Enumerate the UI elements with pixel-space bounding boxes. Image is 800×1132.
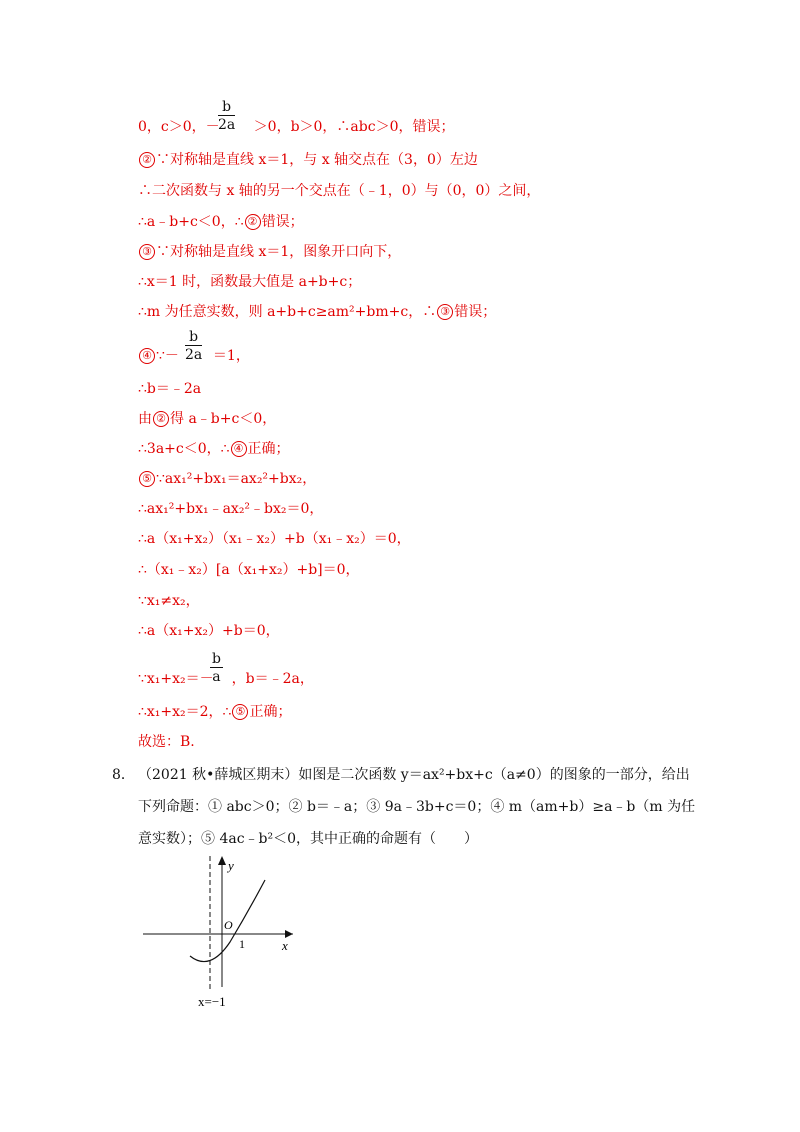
circled-2: ②	[153, 411, 169, 427]
question-line-2: 下列命题：① abc＞0；② b＝﹣a；③ 9a﹣3b+c＝0；④ m（am+b）≥a﹣b（m 为任	[138, 799, 696, 815]
origin-label: O	[224, 918, 233, 932]
solution-line-12: ⑤ ∵ax₁²+bx₁＝ax₂²+bx₂，	[138, 470, 316, 488]
solution-line-1: 0，c＞0，－ ＞0，b＞0，∴abc＞0，错误；	[138, 119, 455, 135]
solution-line-16: ∵x₁≠x₂，	[138, 593, 200, 609]
solution-line-10: 由 ② 得 a﹣b+c＜0，	[138, 411, 277, 427]
circled-3: ③	[139, 244, 155, 260]
solution-line-11: ∴3a+c＜0，∴ ④ 正确；	[138, 441, 290, 457]
solution-line-7: ∴m 为任意实数，则 a+b+c≥am²+bm+c，∴ ③ 错误；	[138, 304, 497, 320]
one-label: 1	[239, 937, 245, 951]
x-label: x	[282, 938, 288, 953]
parabola-graph	[138, 852, 308, 1012]
solution-line-15: ∴（x₁﹣x₂）[a（x₁+x₂）+b]＝0，	[138, 562, 360, 578]
question-number: 8．	[112, 767, 135, 783]
question-line-1: （2021 秋•薛城区期末）如图是二次函数 y＝ax²+bx+c（a≠0）的图象的一部分，给出	[138, 767, 690, 783]
solution-line-5: ③ ∵对称轴是直线 x＝1，图象开口向下，	[138, 243, 401, 261]
solution-line-2: ② ∵对称轴是直线 x＝1，与 x 轴交点在（3，0）左边	[138, 151, 478, 169]
solution-line-9: ∴b＝﹣2a	[138, 381, 202, 397]
circled-5: ⑤	[232, 704, 248, 720]
solution-line-3: ∴二次函数与 x 轴的另一个交点在（﹣1，0）与（0，0）之间，	[138, 183, 541, 199]
solution-line-4: ∴a﹣b+c＜0，∴ ② 错误；	[138, 214, 304, 230]
solution-answer: 故选：B.	[138, 734, 195, 750]
x-axis-arrow	[285, 930, 293, 938]
y-axis-arrow	[218, 856, 226, 865]
fraction-b-over-2a: $\frac{b}{2a}$	[218, 99, 236, 133]
symmetry-axis-label: x=−1	[198, 994, 226, 1009]
circled-4: ④	[139, 348, 155, 364]
solution-line-18: ∵x₁+x₂＝－ ，b＝﹣2a，	[138, 671, 314, 687]
solution-line-8: ④ ∵－ ＝1，	[138, 347, 250, 365]
circled-2: ②	[245, 214, 261, 230]
fraction-b-over-a: $\frac{b}{a}$	[212, 651, 221, 685]
solution-line-13: ∴ax₁²+bx₁﹣ax₂²﹣bx₂＝0，	[138, 501, 324, 517]
solution-line-6: ∴x＝1 时，函数最大值是 a+b+c；	[138, 274, 362, 290]
y-label: y	[228, 858, 234, 873]
circled-2: ②	[139, 152, 155, 168]
circled-3: ③	[437, 304, 453, 320]
question-line-3: 意实数）；⑤ 4ac﹣b²＜0，其中正确的命题有（ ）	[138, 831, 479, 847]
fraction-b-over-2a: $\frac{b}{2a}$	[185, 329, 203, 363]
solution-line-14: ∴a（x₁+x₂）（x₁﹣x₂）+b（x₁﹣x₂）＝0，	[138, 531, 411, 547]
circled-5: ⑤	[139, 471, 155, 487]
circled-4: ④	[231, 441, 247, 457]
solution-line-19: ∴x₁+x₂＝2，∴ ⑤ 正确；	[138, 704, 292, 720]
solution-line-17: ∴a（x₁+x₂）+b＝0，	[138, 623, 280, 639]
